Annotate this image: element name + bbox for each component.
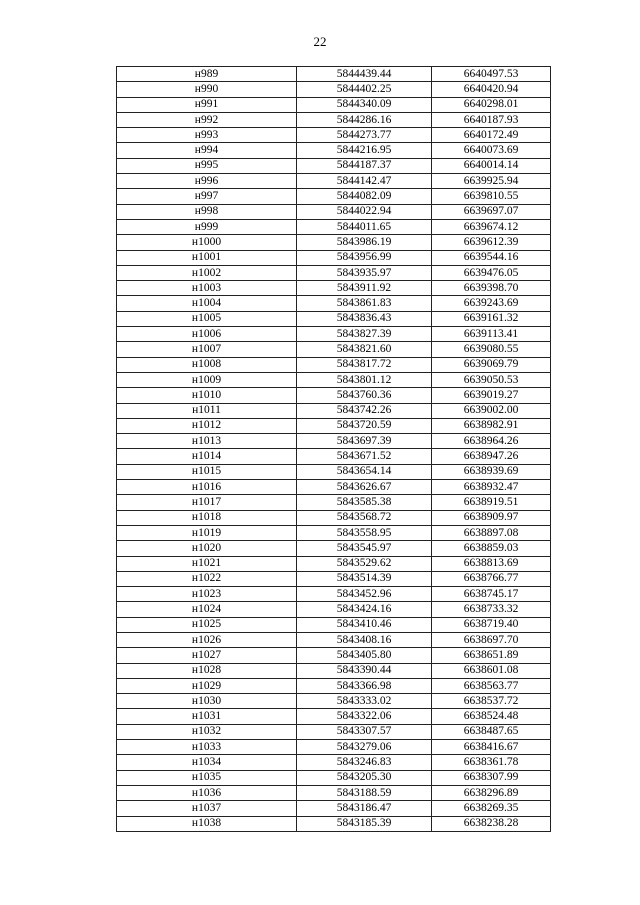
table-row (117, 281, 551, 296)
table-row (117, 403, 551, 418)
x-coordinate-cell: 5843821.60 (297, 342, 432, 357)
x-coordinate-cell: 5844439.44 (297, 67, 432, 82)
table-row (117, 97, 551, 112)
point-id-cell: н1009 (117, 372, 297, 387)
x-coordinate-cell: 5843188.59 (297, 785, 432, 800)
x-coordinate-cell: 5844216.95 (297, 143, 432, 158)
coordinates-table-body (117, 67, 551, 832)
table-row (117, 755, 551, 770)
x-coordinate-cell: 5843322.06 (297, 709, 432, 724)
point-id-cell: н1025 (117, 617, 297, 632)
table-row (117, 434, 551, 449)
point-id-cell: н990 (117, 82, 297, 97)
point-id-cell: н991 (117, 97, 297, 112)
x-coordinate-cell: 5843568.72 (297, 510, 432, 525)
point-id-cell: н1017 (117, 495, 297, 510)
table-row (117, 556, 551, 571)
y-coordinate-cell: 6638697.70 (432, 632, 551, 647)
table-row (117, 327, 551, 342)
point-id-cell: н1028 (117, 663, 297, 678)
x-coordinate-cell: 5843390.44 (297, 663, 432, 678)
x-coordinate-cell: 5843529.62 (297, 556, 432, 571)
x-coordinate-cell: 5844273.77 (297, 128, 432, 143)
x-coordinate-cell: 5843671.52 (297, 449, 432, 464)
x-coordinate-cell: 5844011.65 (297, 219, 432, 234)
x-coordinate-cell: 5843514.39 (297, 571, 432, 586)
y-coordinate-cell: 6638563.77 (432, 678, 551, 693)
x-coordinate-cell: 5843408.16 (297, 632, 432, 647)
y-coordinate-cell: 6638296.89 (432, 785, 551, 800)
y-coordinate-cell: 6639612.39 (432, 235, 551, 250)
x-coordinate-cell: 5844082.09 (297, 189, 432, 204)
y-coordinate-cell: 6639113.41 (432, 327, 551, 342)
x-coordinate-cell: 5843545.97 (297, 541, 432, 556)
x-coordinate-cell: 5844286.16 (297, 112, 432, 127)
y-coordinate-cell: 6638651.89 (432, 648, 551, 663)
table-row (117, 388, 551, 403)
table-row (117, 342, 551, 357)
x-coordinate-cell: 5843424.16 (297, 602, 432, 617)
y-coordinate-cell: 6639161.32 (432, 311, 551, 326)
point-id-cell: н1011 (117, 403, 297, 418)
table-row (117, 189, 551, 204)
y-coordinate-cell: 6638745.17 (432, 587, 551, 602)
y-coordinate-cell: 6640014.14 (432, 158, 551, 173)
point-id-cell: н1013 (117, 434, 297, 449)
point-id-cell: н998 (117, 204, 297, 219)
point-id-cell: н1010 (117, 388, 297, 403)
x-coordinate-cell: 5843246.83 (297, 755, 432, 770)
point-id-cell: н1035 (117, 770, 297, 785)
table-row (117, 219, 551, 234)
x-coordinate-cell: 5843185.39 (297, 816, 432, 831)
table-row (117, 602, 551, 617)
point-id-cell: н996 (117, 174, 297, 189)
point-id-cell: н1002 (117, 265, 297, 280)
point-id-cell: н1016 (117, 480, 297, 495)
point-id-cell: н1021 (117, 556, 297, 571)
y-coordinate-cell: 6638932.47 (432, 480, 551, 495)
point-id-cell: н1038 (117, 816, 297, 831)
table-row (117, 678, 551, 693)
y-coordinate-cell: 6639697.07 (432, 204, 551, 219)
point-id-cell: н1007 (117, 342, 297, 357)
x-coordinate-cell: 5843410.46 (297, 617, 432, 632)
point-id-cell: н1024 (117, 602, 297, 617)
x-coordinate-cell: 5843827.39 (297, 327, 432, 342)
point-id-cell: н1000 (117, 235, 297, 250)
y-coordinate-cell: 6638537.72 (432, 694, 551, 709)
x-coordinate-cell: 5843452.96 (297, 587, 432, 602)
x-coordinate-cell: 5844142.47 (297, 174, 432, 189)
table-row (117, 82, 551, 97)
x-coordinate-cell: 5844187.37 (297, 158, 432, 173)
table-row (117, 587, 551, 602)
point-id-cell: н1022 (117, 571, 297, 586)
x-coordinate-cell: 5843935.97 (297, 265, 432, 280)
y-coordinate-cell: 6638416.67 (432, 740, 551, 755)
y-coordinate-cell: 6638238.28 (432, 816, 551, 831)
table-row (117, 265, 551, 280)
page-number: 22 (313, 34, 327, 49)
point-id-cell: н1020 (117, 541, 297, 556)
x-coordinate-cell: 5843817.72 (297, 357, 432, 372)
y-coordinate-cell: 6639069.79 (432, 357, 551, 372)
point-id-cell: н1034 (117, 755, 297, 770)
point-id-cell: н1004 (117, 296, 297, 311)
point-id-cell: н1033 (117, 740, 297, 755)
y-coordinate-cell: 6640298.01 (432, 97, 551, 112)
x-coordinate-cell: 5843405.80 (297, 648, 432, 663)
y-coordinate-cell: 6638947.26 (432, 449, 551, 464)
y-coordinate-cell: 6638766.77 (432, 571, 551, 586)
y-coordinate-cell: 6639925.94 (432, 174, 551, 189)
y-coordinate-cell: 6639398.70 (432, 281, 551, 296)
x-coordinate-cell: 5843697.39 (297, 434, 432, 449)
point-id-cell: н1018 (117, 510, 297, 525)
table-row (117, 724, 551, 739)
x-coordinate-cell: 5843186.47 (297, 801, 432, 816)
y-coordinate-cell: 6638601.08 (432, 663, 551, 678)
point-id-cell: н1036 (117, 785, 297, 800)
y-coordinate-cell: 6640073.69 (432, 143, 551, 158)
point-id-cell: н1027 (117, 648, 297, 663)
x-coordinate-cell: 5843720.59 (297, 418, 432, 433)
y-coordinate-cell: 6638307.99 (432, 770, 551, 785)
table-row (117, 495, 551, 510)
table-row (117, 311, 551, 326)
point-id-cell: н1008 (117, 357, 297, 372)
x-coordinate-cell: 5843836.43 (297, 311, 432, 326)
point-id-cell: н989 (117, 67, 297, 82)
x-coordinate-cell: 5843585.38 (297, 495, 432, 510)
table-row (117, 801, 551, 816)
x-coordinate-cell: 5843742.26 (297, 403, 432, 418)
y-coordinate-cell: 6639674.12 (432, 219, 551, 234)
point-id-cell: н992 (117, 112, 297, 127)
y-coordinate-cell: 6638269.35 (432, 801, 551, 816)
y-coordinate-cell: 6638982.91 (432, 418, 551, 433)
table-row (117, 143, 551, 158)
y-coordinate-cell: 6638939.69 (432, 464, 551, 479)
point-id-cell: н999 (117, 219, 297, 234)
table-row (117, 785, 551, 800)
x-coordinate-cell: 5844022.94 (297, 204, 432, 219)
point-id-cell: н1001 (117, 250, 297, 265)
x-coordinate-cell: 5843333.02 (297, 694, 432, 709)
point-id-cell: н1030 (117, 694, 297, 709)
table-row (117, 617, 551, 632)
y-coordinate-cell: 6640172.49 (432, 128, 551, 143)
x-coordinate-cell: 5843654.14 (297, 464, 432, 479)
table-row (117, 372, 551, 387)
table-row (117, 357, 551, 372)
table-row (117, 204, 551, 219)
point-id-cell: н1026 (117, 632, 297, 647)
point-id-cell: н1015 (117, 464, 297, 479)
table-row (117, 525, 551, 540)
point-id-cell: н993 (117, 128, 297, 143)
x-coordinate-cell: 5843956.99 (297, 250, 432, 265)
y-coordinate-cell: 6638909.97 (432, 510, 551, 525)
y-coordinate-cell: 6639810.55 (432, 189, 551, 204)
y-coordinate-cell: 6638813.69 (432, 556, 551, 571)
point-id-cell: н1032 (117, 724, 297, 739)
x-coordinate-cell: 5843279.06 (297, 740, 432, 755)
point-id-cell: н1031 (117, 709, 297, 724)
point-id-cell: н1019 (117, 525, 297, 540)
table-row (117, 250, 551, 265)
x-coordinate-cell: 5843307.57 (297, 724, 432, 739)
x-coordinate-cell: 5843861.83 (297, 296, 432, 311)
y-coordinate-cell: 6639080.55 (432, 342, 551, 357)
table-row (117, 648, 551, 663)
table-row (117, 464, 551, 479)
table-row (117, 112, 551, 127)
table-row (117, 510, 551, 525)
table-row (117, 418, 551, 433)
y-coordinate-cell: 6639002.00 (432, 403, 551, 418)
y-coordinate-cell: 6638919.51 (432, 495, 551, 510)
x-coordinate-cell: 5844340.09 (297, 97, 432, 112)
point-id-cell: н1023 (117, 587, 297, 602)
table-row (117, 663, 551, 678)
coordinates-table (116, 66, 551, 832)
point-id-cell: н995 (117, 158, 297, 173)
x-coordinate-cell: 5843626.67 (297, 480, 432, 495)
point-id-cell: н1006 (117, 327, 297, 342)
table-row (117, 709, 551, 724)
table-row (117, 541, 551, 556)
table-row (117, 449, 551, 464)
table-row (117, 480, 551, 495)
point-id-cell: н997 (117, 189, 297, 204)
table-row (117, 158, 551, 173)
x-coordinate-cell: 5843366.98 (297, 678, 432, 693)
table-row (117, 235, 551, 250)
x-coordinate-cell: 5843760.36 (297, 388, 432, 403)
table-row (117, 174, 551, 189)
x-coordinate-cell: 5843205.30 (297, 770, 432, 785)
table-row (117, 128, 551, 143)
table-row (117, 571, 551, 586)
x-coordinate-cell: 5844402.25 (297, 82, 432, 97)
y-coordinate-cell: 6640497.53 (432, 67, 551, 82)
point-id-cell: н1014 (117, 449, 297, 464)
table-row (117, 770, 551, 785)
x-coordinate-cell: 5843911.92 (297, 281, 432, 296)
y-coordinate-cell: 6638964.26 (432, 434, 551, 449)
y-coordinate-cell: 6638487.65 (432, 724, 551, 739)
point-id-cell: н1029 (117, 678, 297, 693)
table-row (117, 296, 551, 311)
y-coordinate-cell: 6638859.03 (432, 541, 551, 556)
point-id-cell: н994 (117, 143, 297, 158)
point-id-cell: н1003 (117, 281, 297, 296)
x-coordinate-cell: 5843986.19 (297, 235, 432, 250)
y-coordinate-cell: 6639476.05 (432, 265, 551, 280)
y-coordinate-cell: 6638361.78 (432, 755, 551, 770)
y-coordinate-cell: 6640420.94 (432, 82, 551, 97)
table-row (117, 740, 551, 755)
y-coordinate-cell: 6638897.08 (432, 525, 551, 540)
y-coordinate-cell: 6640187.93 (432, 112, 551, 127)
point-id-cell: н1012 (117, 418, 297, 433)
x-coordinate-cell: 5843801.12 (297, 372, 432, 387)
y-coordinate-cell: 6638733.32 (432, 602, 551, 617)
y-coordinate-cell: 6638719.40 (432, 617, 551, 632)
table-row (117, 694, 551, 709)
point-id-cell: н1005 (117, 311, 297, 326)
y-coordinate-cell: 6639243.69 (432, 296, 551, 311)
table-row (117, 632, 551, 647)
point-id-cell: н1037 (117, 801, 297, 816)
y-coordinate-cell: 6638524.48 (432, 709, 551, 724)
y-coordinate-cell: 6639019.27 (432, 388, 551, 403)
y-coordinate-cell: 6639544.16 (432, 250, 551, 265)
y-coordinate-cell: 6639050.53 (432, 372, 551, 387)
x-coordinate-cell: 5843558.95 (297, 525, 432, 540)
table-row (117, 67, 551, 82)
table-row (117, 816, 551, 831)
